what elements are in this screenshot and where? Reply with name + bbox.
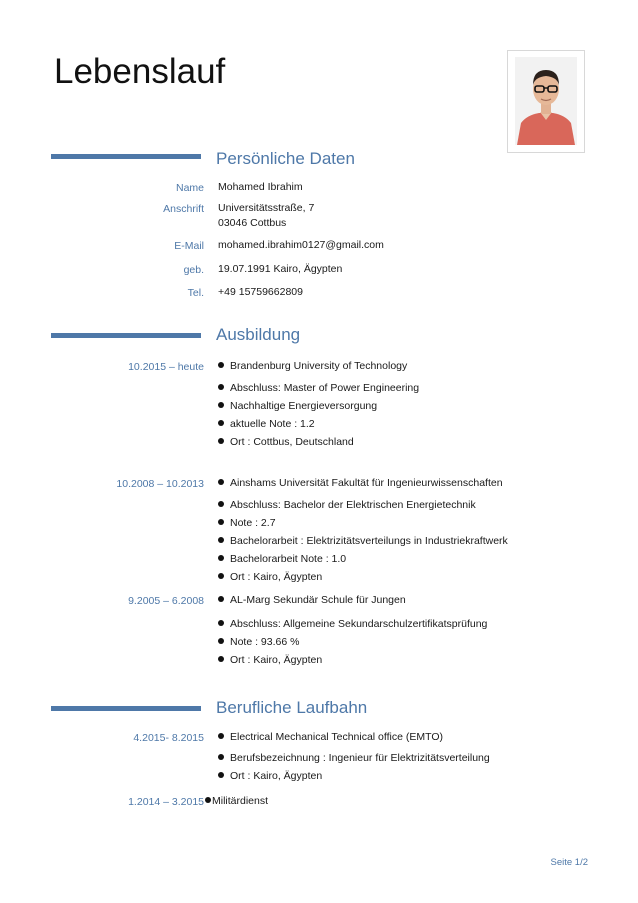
address-label: Anschrift [163,203,204,215]
bullet-icon [218,438,224,444]
education-detail: Bachelorarbeit : Elektrizitätsverteilungs in Industriekraftwerk [218,534,508,548]
education-detail: Ort : Kairo, Ägypten [218,653,322,667]
education-detail: aktuelle Note : 1.2 [218,417,315,431]
profile-photo [507,50,585,153]
career-company: Electrical Mechanical Technical office (EMTO) [218,730,443,744]
page-title: Lebenslauf [54,52,226,91]
education-detail: Note : 2.7 [218,516,276,530]
education-institution: Ainshams Universität Fakultät für Ingenieurwissenschaften [218,476,503,490]
section-title-personal: Persönliche Daten [216,149,355,168]
education-detail: Note : 93.66 % [218,635,299,649]
bullet-icon [218,638,224,644]
bullet-icon [218,596,224,602]
page-number: Seite 1/2 [550,857,588,868]
name-value: Mohamed Ibrahim [218,181,303,193]
education-institution: AL-Marg Sekundär Schule für Jungen [218,593,406,607]
name-label: Name [175,182,204,194]
education-detail: Abschluss: Allgemeine Sekundarschulzertifikatsprüfung [218,617,487,631]
bullet-icon [218,555,224,561]
bullet-icon [218,656,224,662]
section-bar-education [51,333,201,338]
section-bar-career [51,706,201,711]
education-detail: Abschluss: Bachelor der Elektrischen Energietechnik [218,498,476,512]
bullet-icon [218,402,224,408]
career-date: 4.2015- 8.2015 [133,732,204,744]
section-bar-personal [51,154,201,159]
address-line2: 03046 Cottbus [218,217,287,229]
bullet-icon [205,797,211,803]
bullet-icon [218,362,224,368]
career-detail: Berufsbezeichnung : Ingenieur für Elektrizitätsverteilung [218,751,490,765]
bullet-icon [218,754,224,760]
birth-label: geb. [183,264,204,276]
phone-label: Tel. [187,287,204,299]
education-detail: Abschluss: Master of Power Engineering [218,381,419,395]
bullet-icon [218,620,224,626]
email-value[interactable]: mohamed.ibrahim0127@gmail.com [218,239,384,251]
career-date: 1.2014 – 3.2015 [128,796,204,808]
bullet-icon [218,573,224,579]
section-title-education: Ausbildung [216,325,301,344]
section-title-career: Berufliche Laufbahn [216,698,368,717]
education-detail: Ort : Kairo, Ägypten [218,570,322,584]
bullet-icon [218,420,224,426]
education-date: 10.2015 – heute [128,361,204,373]
bullet-icon [218,772,224,778]
phone-value: +49 15759662809 [218,286,303,298]
bullet-icon [218,479,224,485]
education-date: 9.2005 – 6.2008 [128,595,204,607]
birth-value: 19.07.1991 Kairo, Ägypten [218,263,343,275]
education-detail: Bachelorarbeit Note : 1.0 [218,552,346,566]
bullet-icon [218,501,224,507]
bullet-icon [218,537,224,543]
bullet-icon [218,519,224,525]
career-detail: Ort : Kairo, Ägypten [218,769,322,783]
education-institution: Brandenburg University of Technology [218,359,407,373]
education-detail: Nachhaltige Energieversorgung [218,399,377,413]
bullet-icon [218,384,224,390]
education-detail: Ort : Cottbus, Deutschland [218,435,354,449]
address-line1: Universitätsstraße, 7 [218,202,315,214]
email-label: E-Mail [174,240,204,252]
education-date: 10.2008 – 10.2013 [116,478,204,490]
bullet-icon [218,733,224,739]
career-company: Militärdienst [205,794,268,808]
